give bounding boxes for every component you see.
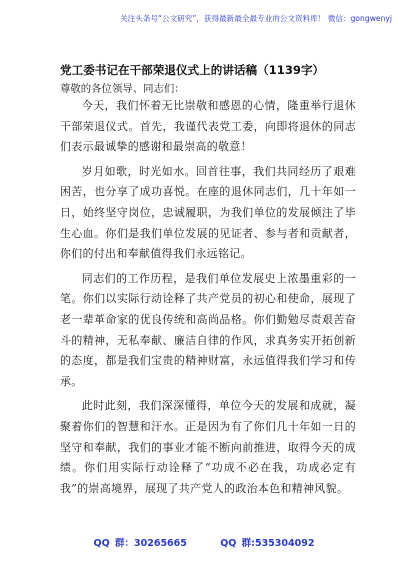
- page-title: 党工委书记在干部荣退仪式上的讲话稿（1139字）: [60, 63, 325, 77]
- paragraph: 此时此刻，我们深深懂得，单位今天的发展和成就，凝聚着你们的智慧和汗水。正是因为有了你们几十年如一日的坚守和奉献，我们的事业才能不断向前推进，取得今天的成绩。你们用实际行动诠释了“功成不必在我，功成必定有我”的崇高境界，展现了共产党人的政治本色和精神风貌。: [60, 399, 356, 495]
- header-banner: 关注头条号“公文研究”，获得最新最全最专业的公文资料库！ 微信：gongwenyj: [120, 14, 392, 23]
- footer: [0, 535, 408, 549]
- footer-qq-group-1: QQ 群：30265665: [93, 538, 187, 549]
- paragraph: 同志们的工作历程，是我们单位发展史上浓墨重彩的一笔。你们以实际行动诠释了共产党员的初心和使命，展现了老一辈革命家的优良传统和高尚品格。你们勤勉尽责艰苦奋斗的精神，无私奉献、廉洁自律的作风，求真务实开拓创新的态度，都是我们宝贵的精神财富，永远值得我们学习和传承。: [60, 271, 356, 388]
- document-body: [60, 96, 356, 503]
- paragraph: 岁月如歌，时光如水。回首往事，我们共同经历了艰难困苦，也分享了成功喜悦。在座的退休同志们，几十年如一日，始终坚守岗位，忠诚履职，为我们单位的发展倾注了毕生心血。你们是我们单位发展的见证者、参与者和贡献者，你们的付出和奉献值得我们永远铭记。: [60, 164, 356, 261]
- footer-qq-group-2: QQ 群:535304092: [220, 538, 315, 549]
- greeting: 尊敬的各位领导、同志们：: [60, 83, 185, 95]
- paragraph: 今天，我们怀着无比崇敬和感恩的心情，隆重举行退休干部荣退仪式。首先，我谨代表党工委，向即将退休的同志们表示最诚挚的感谢和最崇高的敬意！: [60, 99, 356, 154]
